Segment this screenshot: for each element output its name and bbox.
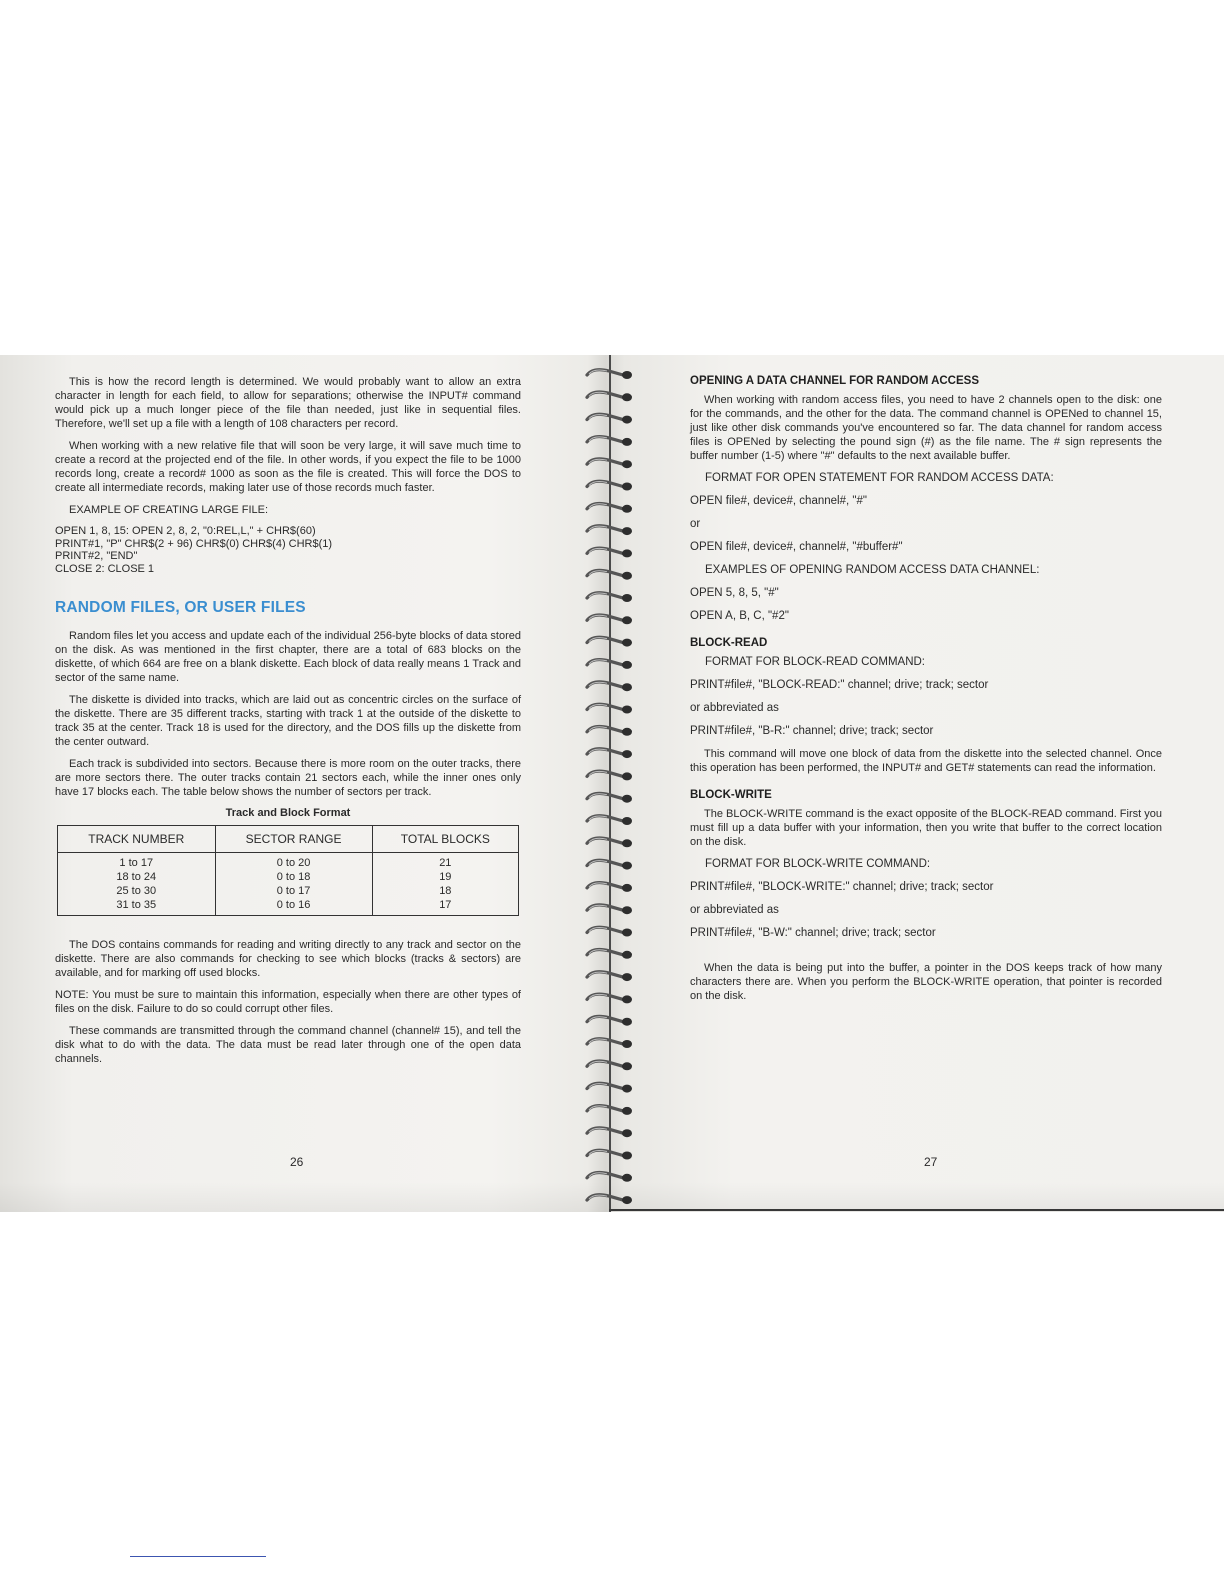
spiral-coil <box>587 927 632 936</box>
or-text: or abbreviated as <box>690 702 779 714</box>
spiral-coil <box>587 503 632 512</box>
code-example <box>55 525 521 575</box>
table-cell: 0 to 17 <box>215 884 372 898</box>
spiral-coil <box>587 526 632 535</box>
track-block-table <box>57 825 519 916</box>
code-line: PRINT#1, "P" CHR$(2 + 96) CHR$(0) CHR$(4) CHR$(1) <box>55 537 333 550</box>
table-title: Track and Block Format <box>225 807 351 819</box>
format-label: FORMAT FOR BLOCK-WRITE COMMAND: <box>705 858 931 870</box>
table-cell: 0 to 16 <box>215 898 372 916</box>
paragraph: These commands are transmitted through the command channel (channel# 15), and tell the disk what to do with the data. The data must be read later through one of the open data channels. <box>55 1025 521 1065</box>
table-header-cell: TRACK NUMBER <box>58 826 216 853</box>
spiral-coil <box>587 704 632 713</box>
spiral-coil <box>587 1061 632 1070</box>
examples-label: EXAMPLES OF OPENING RANDOM ACCESS DATA CHANNEL: <box>705 564 1040 576</box>
format-label: FORMAT FOR OPEN STATEMENT FOR RANDOM ACCESS DATA: <box>705 472 1054 484</box>
code-line: CLOSE 2: CLOSE 1 <box>55 562 155 575</box>
spiral-coil <box>587 481 632 490</box>
table-cell: 18 <box>372 884 518 898</box>
table-header-cell: TOTAL BLOCKS <box>372 826 518 853</box>
spiral-coil <box>587 1128 632 1137</box>
spiral-coil <box>587 1150 632 1159</box>
paragraph: When the data is being put into the buffer, a pointer in the DOS keeps track of how many characters there are. When you perform the BLOCK-WRITE operation, that pointer is recorded on the disk. <box>690 962 1162 1002</box>
page-number: 26 <box>290 1155 304 1169</box>
spiral-coil <box>587 414 632 423</box>
example-label: EXAMPLE OF CREATING LARGE FILE: <box>69 504 269 516</box>
spiral-coil <box>587 860 632 869</box>
section-title: RANDOM FILES, OR USER FILES <box>55 599 306 616</box>
format-label: FORMAT FOR BLOCK-READ COMMAND: <box>705 656 925 668</box>
left-page-column <box>55 375 521 1074</box>
paragraph: When working with a new relative file that will soon be very large, it will save much time to create a record at the projected end of the file. In other words, if you expect the file to be 1000 records long, create a record# 1000 as soon as the file is created. This will force the DOS to create all intermediate records, making later use of those records much faster. <box>55 440 521 494</box>
table-row <box>58 870 519 884</box>
spiral-coil <box>587 994 632 1003</box>
spiral-coil <box>587 838 632 847</box>
footnote-rule <box>130 1556 266 1557</box>
table-cell: 25 to 30 <box>58 884 216 898</box>
paragraph: When working with random access files, you need to have 2 channels open to the disk: one for the commands, and the other for the data. The command channel is OPENed to channel 15, just like other disk commands you've encountered so far. The data channel for random access files is OPENed by selecting the pound sign (#) as the file name. The # sign represents the buffer number (1-5) where "#" defaults to the next available buffer. <box>690 394 1162 462</box>
spiral-coil <box>587 1172 632 1181</box>
table-header-cell: SECTOR RANGE <box>215 826 372 853</box>
format-line: PRINT#file#, "BLOCK-READ:" channel; drive; track; sector <box>690 679 989 691</box>
spiral-coil <box>587 972 632 981</box>
page-shadow <box>0 1182 1224 1212</box>
table-row <box>58 884 519 898</box>
spiral-coil <box>587 1016 632 1025</box>
paragraph: The diskette is divided into tracks, which are laid out as concentric circles on the surface of the diskette. There are 35 different tracks, starting with track 1 at the outside of the diskette to track 35 at the center. Track 18 is used for the directory, and the DOS fills up the diskette from the center outward. <box>55 694 521 748</box>
example-line: OPEN 5, 8, 5, "#" <box>690 587 779 599</box>
table-cell: 31 to 35 <box>58 898 216 916</box>
spiral-coil <box>587 370 632 379</box>
right-page <box>612 355 1224 1212</box>
spiral-coil <box>587 771 632 780</box>
spiral-coil <box>587 682 632 691</box>
paragraph: This is how the record length is determined. We would probably want to allow an extra character in length for each field, to allow for separations; otherwise the INPUT# command would pick up a much longer piece of the file than needed, just like in sequential files. Therefore, we'll set up a file with a length of 108 characters per record. <box>55 376 521 430</box>
spiral-coil <box>587 570 632 579</box>
spiral-coil <box>587 883 632 892</box>
or-text: or <box>690 518 701 530</box>
spiral-coil <box>587 437 632 446</box>
table-cell: 1 to 17 <box>58 853 216 871</box>
spiral-coil <box>587 459 632 468</box>
spiral-coil <box>587 1039 632 1048</box>
table-cell: 0 to 20 <box>215 853 372 871</box>
format-line: OPEN file#, device#, channel#, "#buffer#" <box>690 541 903 553</box>
spiral-coil <box>587 637 632 646</box>
heading-opening-data-channel: OPENING A DATA CHANNEL FOR RANDOM ACCESS <box>690 375 979 387</box>
paragraph: The BLOCK-WRITE command is the exact opposite of the BLOCK-READ command. First you must fill up a data buffer with your information, then you write that buffer to the correct location on the disk. <box>690 808 1162 848</box>
paragraph: This command will move one block of data from the diskette into the selected channel. Once this operation has been performed, the INPUT# and GET# statements can read the information. <box>690 748 1162 774</box>
note-paragraph: NOTE: You must be sure to maintain this information, especially when there are other types of files on the disk. Failure to do so could corrupt other files. <box>55 989 521 1015</box>
code-line: OPEN 1, 8, 15: OPEN 2, 8, 2, "0:REL,L," + CHR$(60) <box>55 525 316 537</box>
book-spread <box>0 355 1224 1212</box>
table-cell: 19 <box>372 870 518 884</box>
heading-block-write: BLOCK-WRITE <box>690 789 772 801</box>
spiral-coil <box>587 793 632 802</box>
spiral-coil <box>587 593 632 602</box>
table-row <box>58 853 519 871</box>
or-text: or abbreviated as <box>690 904 779 916</box>
spiral-coil <box>587 1083 632 1092</box>
paragraph: The DOS contains commands for reading and writing directly to any track and sector on the diskette. There are also commands for checking to see which blocks (tracks & sectors) are available, and for marking off used blocks. <box>55 939 521 979</box>
paragraph: Random files let you access and update each of the individual 256-byte blocks of data stored on the disk. As was mentioned in the first chapter, there are a total of 683 blocks on the diskette, of which 664 are free on a blank diskette. Each block of data really means 1 Track and sector of the same name. <box>55 630 521 684</box>
code-line: PRINT#2, "END" <box>55 550 138 562</box>
spiral-coil <box>587 749 632 758</box>
spiral-binding <box>583 355 643 1212</box>
format-line: PRINT#file#, "B-W:" channel; drive; track; sector <box>690 927 936 939</box>
spiral-coil <box>587 816 632 825</box>
example-line: OPEN A, B, C, "#2" <box>690 610 789 622</box>
table-cell: 18 to 24 <box>58 870 216 884</box>
left-page <box>0 355 600 1212</box>
spiral-coil <box>587 1106 632 1115</box>
spiral-coil <box>587 905 632 914</box>
spiral-coil <box>587 726 632 735</box>
format-line: PRINT#file#, "B-R:" channel; drive; track; sector <box>690 725 934 737</box>
spiral-coil <box>587 548 632 557</box>
page-number: 27 <box>924 1155 938 1169</box>
paragraph: Each track is subdivided into sectors. Because there is more room on the outer tracks, there are more sectors there. The outer tracks contain 21 sectors each, while the inner ones only have 17 blocks each. The table below shows the number of sectors per track. <box>55 758 521 798</box>
spiral-coil <box>587 660 632 669</box>
right-page-column <box>690 375 1162 1011</box>
table-cell: 0 to 18 <box>215 870 372 884</box>
format-line: OPEN file#, device#, channel#, "#" <box>690 495 867 507</box>
spiral-coil <box>587 615 632 624</box>
table-row <box>58 898 519 916</box>
heading-block-read: BLOCK-READ <box>690 637 768 649</box>
table-cell: 21 <box>372 853 518 871</box>
format-line: PRINT#file#, "BLOCK-WRITE:" channel; drive; track; sector <box>690 881 994 893</box>
table-cell: 17 <box>372 898 518 916</box>
spiral-coil <box>587 392 632 401</box>
spiral-coil <box>587 949 632 958</box>
